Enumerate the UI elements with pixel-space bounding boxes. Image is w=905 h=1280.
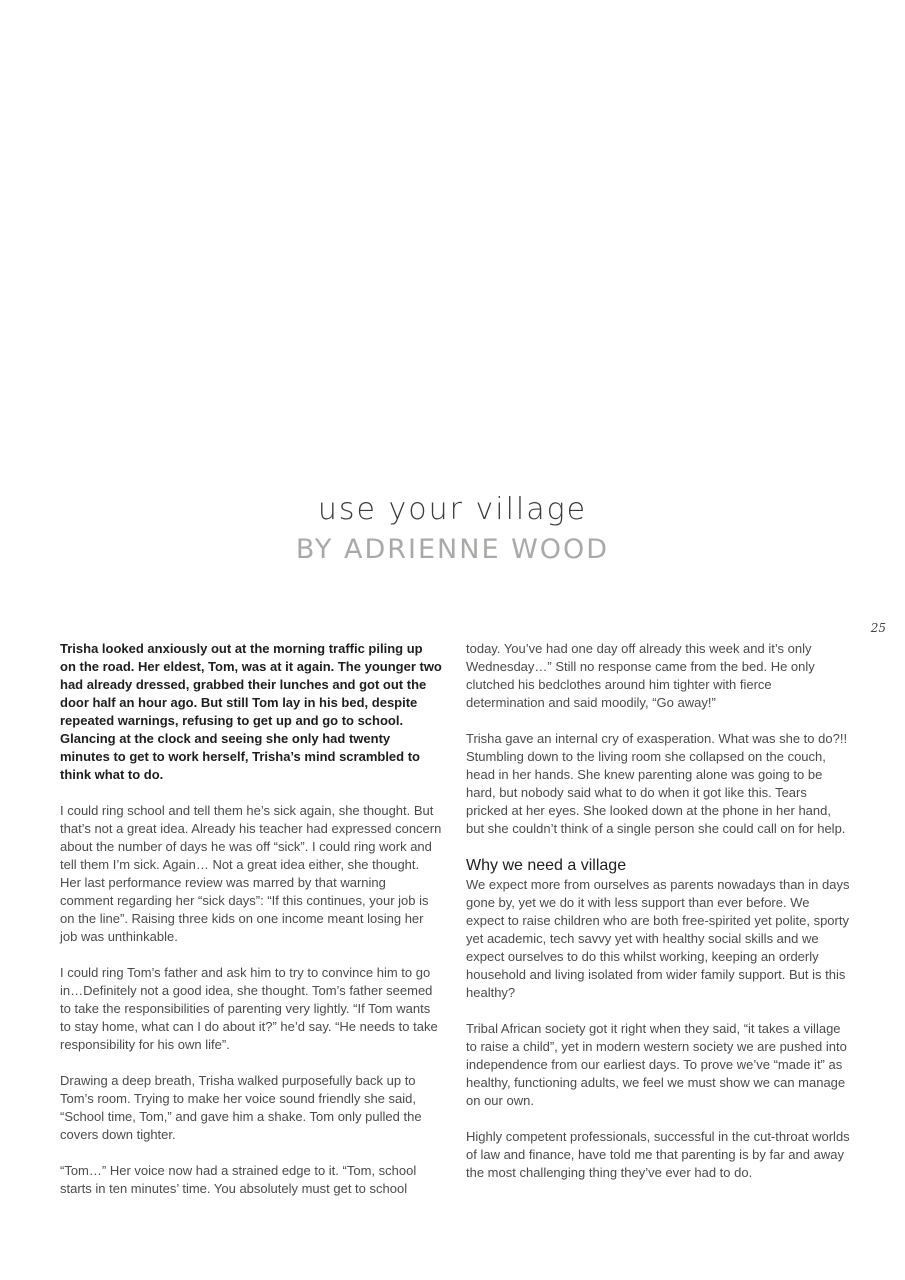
article-byline: BY ADRIENNE WOOD bbox=[295, 534, 610, 565]
lead-paragraph: Trisha looked anxiously out at the morning traffic piling up on the road. Her eldest, Tom, was at it again. The younger two had already dressed, grabbed their lunches and got out the door half an hour ago. But still Tom lay in his bed, despite repeated warnings, refusing to get up and go to school. Glancing at the clock and seeing she only had twenty minutes to get to work herself, Trisha’s mind scrambled to think what to do. bbox=[60, 641, 442, 782]
body-paragraph: Trisha gave an internal cry of exasperation. What was she to do?!! Stumbling down to the living room she collapsed on the couch, head in her hands. She knew parenting alone was going to be hard, but nobody said what to do when it got like this. Tears pricked at her eyes. She looked down at the phone in her hand, but she couldn’t think of a single person she could call on for help. bbox=[466, 731, 848, 836]
body-paragraph: I could ring school and tell them he’s sick again, she thought. But that’s not a great idea. Already his teacher had expressed concern about the number of days he was off “sick”. I could ring work and tell them I’m sick. Again… Not a great idea either, she thought. Her last performance review was marred by that warning comment regarding her “sick days”: “If this continues, your job is on the line”. Raising three kids on one income meant losing her job was unthinkable. bbox=[60, 803, 442, 944]
body-paragraph: Drawing a deep breath, Trisha walked purposefully back up to Tom’s room. Trying to make her voice sound friendly she said, “School time, Tom,” and gave him a shake. Tom only pulled the covers down tighter. bbox=[60, 1073, 422, 1142]
body-paragraph: Tribal African society got it right when they said, “it takes a village to raise a child”, yet in modern western society we are pushed into independence from our earliest days. To prove we’ve “made it” as healthy, functioning adults, we feel we must show we can manage on our own. bbox=[466, 1021, 847, 1108]
section-heading: Why we need a village bbox=[466, 857, 627, 874]
body-paragraph: “Tom…” Her voice now had a strained edge to it. “Tom, school starts in ten minutes’ time. You absolutely must get to school bbox=[60, 1163, 417, 1196]
body-paragraph: today. You’ve had one day off already this week and it’s only Wednesday…” Still no response came from the bed. He only clutched his bedclothes around him tighter with fierce determination and said moodily, “Go away!” bbox=[466, 641, 815, 710]
body-paragraph: Highly competent professionals, successful in the cut-throat worlds of law and finance, have told me that parenting is by far and away the most challenging thing they’ve ever had to do. bbox=[466, 1129, 850, 1180]
article-header bbox=[0, 490, 905, 570]
right-column bbox=[466, 640, 850, 1200]
page-number: 25 bbox=[870, 621, 886, 635]
body-paragraph: We expect more from ourselves as parents nowadays than in days gone by, yet we do it with less support than ever before. We expect to raise children who are both free-spirited yet polite, sporty yet academic, tech savvy yet with healthy social skills and we expect ourselves to do this whilst working, keeping an orderly household and living isolated from wider family support. But is this healthy? bbox=[466, 877, 850, 1000]
body-paragraph: I could ring Tom’s father and ask him to try to convince him to go in…Definitely not a good idea, she thought. Tom’s father seemed to take the responsibilities of parenting very lightly. “If Tom wants to stay home, what can I do about it?” he’d say. “He needs to take responsibility for his own life”. bbox=[60, 965, 438, 1052]
article-title: use your village bbox=[317, 492, 588, 527]
left-column bbox=[60, 640, 442, 1216]
